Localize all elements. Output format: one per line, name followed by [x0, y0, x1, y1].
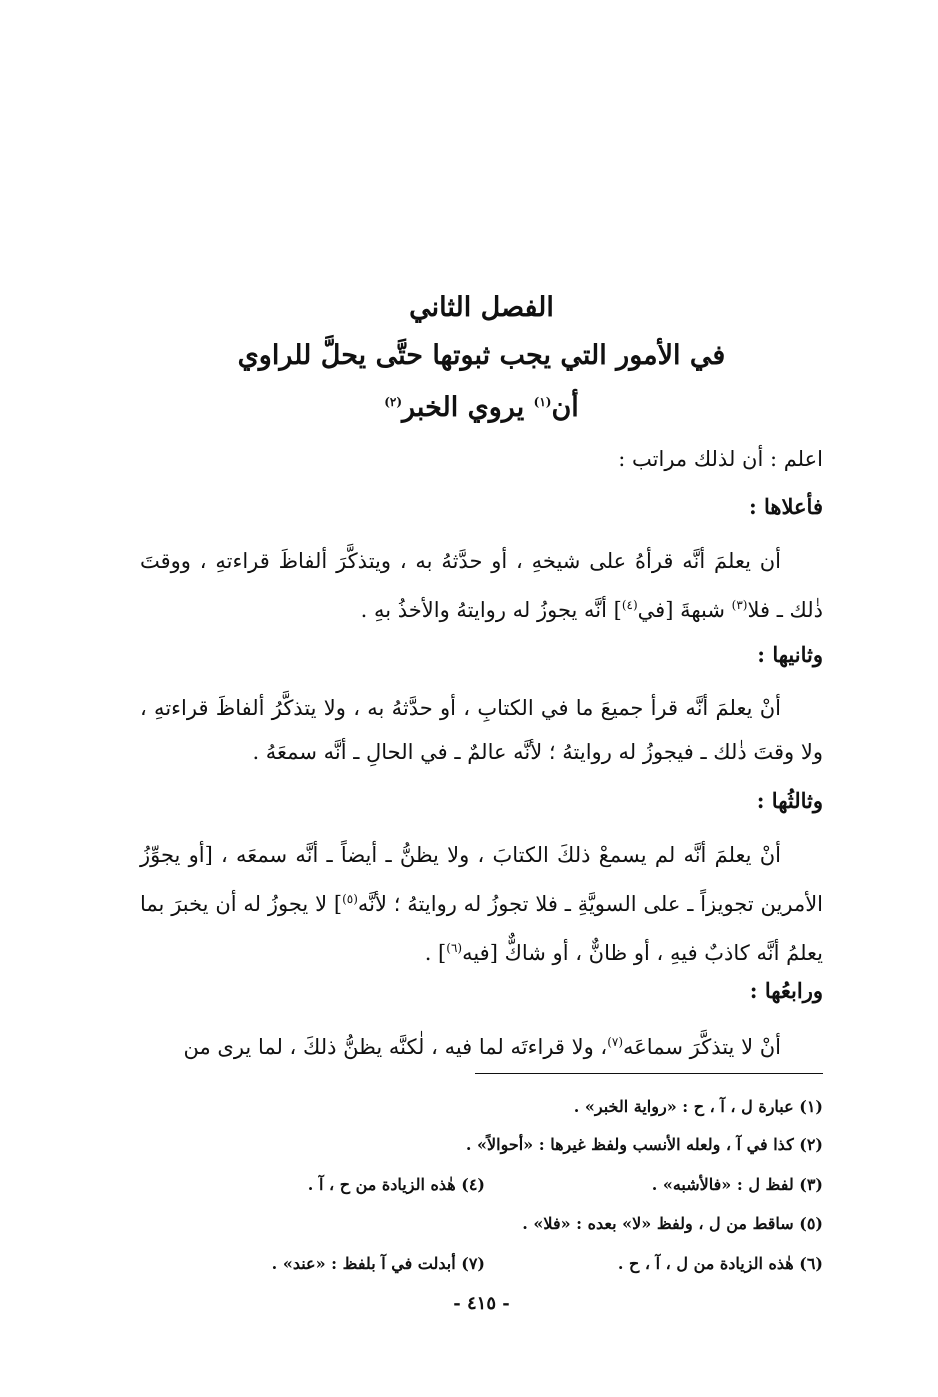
chapter-title: الفصل الثاني [409, 292, 554, 323]
section-text-third: أنْ يعلمَ أنَّه لم يسمعْ ذلكَ الكتابَ ، ولا يظنُّ ـ أيضاً ـ أنَّه سمعَه ، [أو يجوِّزُ الأمرين تجويزاً ـ على السويَّةِ ـ فلا تجوزُ له روايتهُ ؛ لأنَّه$^{(٥)}$] لا يجوزُ له أن يخبرَ بما يعلمُ أنَّه كاذبٌ فيهِ ، أو ظانٌّ ، أو شاكٌّ [فيه$^{(٦)}$] . [140, 843, 824, 965]
footnote-ref: (١) [533, 395, 552, 409]
footnote-5: (٥) ساقط من ل ، ولفظ «لا» بعده : «فلا» . [522, 1214, 823, 1233]
section-label-third: وثالثُها : [756, 788, 823, 813]
chapter-subtitle: في الأمور التي يجب ثبوتها حتَّى يحلَّ للراوي [237, 340, 726, 371]
intro-line: اعلم : أن لذلك مراتب : [618, 447, 823, 471]
footnote-ref: (٦) [446, 941, 463, 955]
page-number: - ٤١٥ - [453, 1293, 510, 1314]
footnote-3: (٣) لفظ ل : «فالأشبه» . [651, 1175, 823, 1194]
footnote-7: (٧) أبدلت في آ بلفظ : «عند» . [271, 1254, 485, 1273]
footnote-6: (٦) هٰذه الزيادة من ل ، آ ، ح . [617, 1254, 823, 1273]
footnote-ref: (٤) [621, 598, 638, 612]
footnote-ref: (٥) [342, 892, 358, 906]
footnote-divider [475, 1073, 823, 1074]
footnote-4: (٤) هٰذه الزيادة من ح ، آ . [307, 1175, 485, 1194]
footnote-1: (١) عبارة ل ، آ ، ح : «رواية الخبر» . [573, 1097, 823, 1116]
page [140, 0, 823, 1397]
section-text-fourth: أنْ لا يتذكَّرَ سماعَه$^{(٧)}$، ولا قراءتَه لما فيه ، لٰكنَّه يظنُّ ذلكَ ، لما يرى من [183, 1035, 781, 1059]
section-text-second: أنْ يعلمَ أنَّه قرأ جميعَ ما في الكتابِ ، أو حدَّثهُ به ، ولا يتذكَّرُ ألفاظَ قراءتهِ ، ولا وقتَ ذٰلك ـ فيجوزُ له روايتهُ ؛ لأنَّه عالمٌ ـ في الحالِ ـ أنَّه سمعَهُ . [140, 696, 823, 764]
footnote-2: (٢) كذا في آ ، ولعله الأنسب ولفظ غيرها : «أحوالاً» . [465, 1135, 823, 1154]
section-label-first: فأعلاها : [748, 494, 823, 519]
footnote-ref: (٧) [607, 1035, 624, 1049]
section-label-second: وثانيها : [757, 642, 823, 667]
chapter-subtitle-line3: أن$^{(١)}$ يروي الخبر$^{(٢)}$ [384, 392, 579, 423]
section-text-first: أن يعلمَ أنَّه قرأهُ على شيخهِ ، أو حدَّثهُ به ، ويتذكَّرَ ألفاظَ قراءتهِ ، ووقتَ ذٰلك ـ فلا$^{(٣)}$ شبهةَ [في$^{(٤)}$] أنَّه يجوزُ له روايتهُ والأخذُ بهِ . [140, 549, 823, 622]
footnote-ref: (٢) [384, 395, 403, 409]
section-label-fourth: ورابعُها : [749, 978, 823, 1003]
footnote-ref: (٣) [731, 598, 748, 612]
